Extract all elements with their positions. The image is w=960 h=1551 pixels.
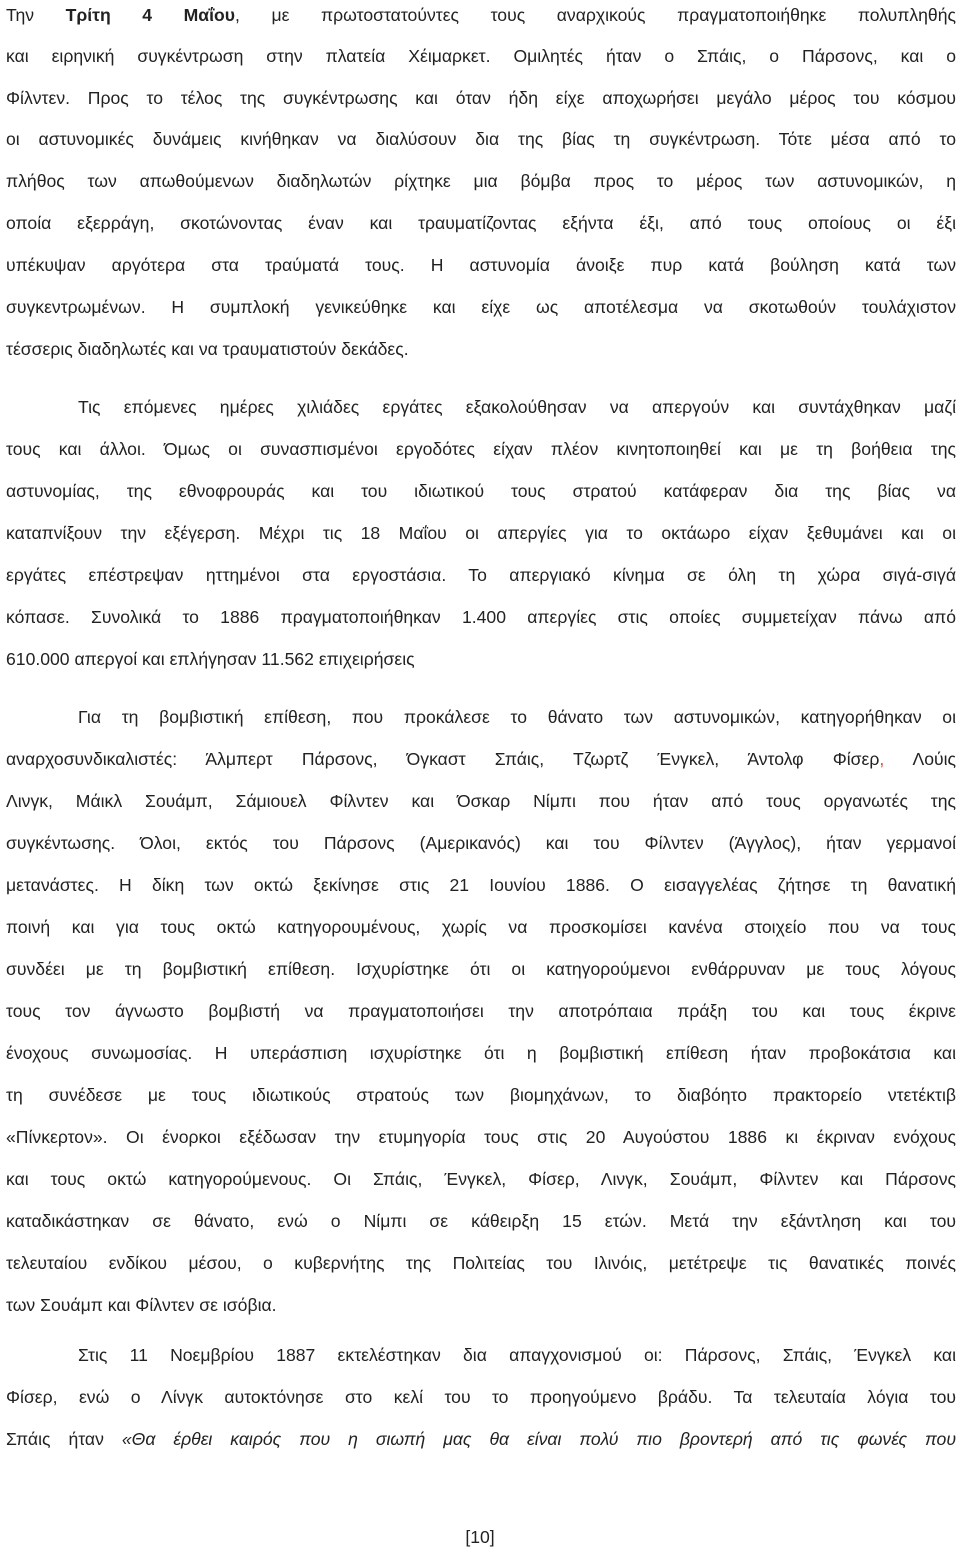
text-line: Στις 11 Νοεμβρίου 1887 εκτελέστηκαν δια απαγχονισμού οι: Πάρσονς, Σπάις, Ένγκελ και	[78, 1345, 956, 1365]
text-line: καταπνίξουν την εξέγερση. Μέχρι τις 18 Μαΐου οι απεργίες για το οκτάωρο είχαν ξεθυμάνει και οι	[6, 523, 956, 543]
text-line: 610.000 απεργοί και επλήγησαν 11.562 επιχειρήσεις	[6, 649, 415, 669]
text-line: πλήθος των απωθούμενων διαδηλωτών ρίχτηκε μια βόμβα προς το μέρος των αστυνομικών, η	[6, 171, 956, 191]
text-line: εργάτες επέστρεψαν ηττημένοι στα εργοστάσια. Το απεργιακό κίνημα σε όλη τη χώρα σιγά-σιγά	[6, 565, 956, 585]
bold-date: Τρίτη 4 Μαΐου	[65, 5, 235, 25]
text-line: Λινγκ, Μάικλ Σουάμπ, Σάμιουελ Φίλντεν και Όσκαρ Νίμπι που ήταν από τους οργανωτές της	[6, 791, 956, 811]
text-line: κόπασε. Συνολικά το 1886 πραγματοποιήθηκαν 1.400 απεργίες στις οποίες συμμετείχαν πάνω από	[6, 607, 956, 627]
text-line: και τους οκτώ κατηγορούμενους. Οι Σπάις, Ένγκελ, Φίσερ, Λινγκ, Σουάμπ, Φίλντεν και Πάρσονς	[6, 1169, 956, 1189]
text-line: καταδικάστηκαν σε θάνατο, ενώ ο Νίμπι σε κάθειρξη 15 ετών. Μετά την εξάντληση και του	[6, 1211, 956, 1231]
text-line: τη συνέδεσε με τους ιδιωτικούς στρατούς των βιομηχάνων, το διαβόητο πρακτορείο ντετέκτιβ	[6, 1085, 956, 1105]
text-run: , με πρωτοστατούντες τους αναρχικούς πραγματοποιήθηκε πολυπληθής	[235, 5, 956, 25]
text-line: ποινή και για τους οκτώ κατηγορουμένους, χωρίς να προσκομίσει κανένα στοιχείο που να τους	[6, 917, 956, 937]
text-line: και ειρηνική συγκέντρωση στην πλατεία Χέιμαρκετ. Ομιλητές ήταν ο Σπάις, ο Πάρσονς, και ο	[6, 46, 956, 66]
text-run: Σπάις ήταν	[6, 1429, 122, 1449]
text-run: αναρχοσυνδικαλιστές: Άλμπερτ Πάρσονς, Όγκαστ Σπάις, Τζωρτζ Ένγκελ, Άντολφ Φίσερ	[6, 749, 880, 769]
red-comma: ,	[879, 749, 885, 769]
text-line: συγκέντωσης. Όλοι, εκτός του Πάρσονς (Αμερικανός) και του Φίλντεν (Άγγλος), ήταν γερμανοί	[6, 833, 956, 853]
text-line: τους τον άγνωστο βομβιστή να πραγματοποιήσει την αποτρόπαια πράξη του και τους έκρινε	[6, 1001, 956, 1021]
text-line: συνδέει με τη βομβιστική επίθεση. Ισχυρίστηκε ότι οι κατηγορούμενοι ενθάρρυναν με τους λόγους	[6, 959, 956, 979]
text-line	[6, 4, 956, 26]
text-line: αστυνομίας, της εθνοφρουράς και του ιδιωτικού τους στρατού κατάφεραν δια της βίας να	[6, 481, 956, 501]
text-run: Λούις	[884, 749, 957, 769]
text-line: συγκεντρωμένων. Η συμπλοκή γενικεύθηκε και είχε ως αποτέλεσμα να σκοτωθούν τουλάχιστον	[6, 297, 956, 317]
text-line: «Πίνκερτον». Οι ένορκοι εξέδωσαν την ετυμηγορία τους στις 20 Αυγούστου 1886 κι έκριναν ενόχους	[6, 1127, 956, 1147]
text-line	[6, 1428, 956, 1450]
text-line	[6, 748, 956, 770]
text-line: Τις επόμενες ημέρες χιλιάδες εργάτες εξακολούθησαν να απεργούν και συντάχθηκαν μαζί	[78, 397, 956, 417]
text-line: Φίλντεν. Προς το τέλος της συγκέντρωσης και όταν ήδη είχε αποχωρήσει μεγάλο μέρος του κόσμου	[6, 88, 956, 108]
text-line: τελευταίου ενδίκου μέσου, ο κυβερνήτης της Πολιτείας του Ιλινόις, μετέτρεψε τις θανατικές ποινές	[6, 1253, 956, 1273]
text-line: μετανάστες. Η δίκη των οκτώ ξεκίνησε στις 21 Ιουνίου 1886. Ο εισαγγελέας ζήτησε τη θανατική	[6, 875, 956, 895]
text-line: Για τη βομβιστική επίθεση, που προκάλεσε το θάνατο των αστυνομικών, κατηγορήθηκαν οι	[78, 707, 956, 727]
text-line: Φίσερ, ενώ ο Λίνγκ αυτοκτόνησε στο κελί του το προηγούμενο βράδυ. Τα τελευταία λόγια του	[6, 1387, 956, 1407]
text-line: υπέκυψαν αργότερα στα τραύματά τους. Η αστυνομία άνοιξε πυρ κατά βούληση κατά των	[6, 255, 956, 275]
text-line: τους και άλλοι. Όμως οι συνασπισμένοι εργοδότες είχαν πλέον κινητοποιηθεί και με τη βοήθεια της	[6, 439, 956, 459]
text-line: τέσσερις διαδηλωτές και να τραυματιστούν δεκάδες.	[6, 339, 409, 359]
italic-quote: «Θα έρθει καιρός που η σιωπή μας θα είναι πολύ πιο βροντερή από τις φωνές που	[121, 1429, 956, 1449]
text-run: Την	[6, 5, 66, 25]
text-line: οποία εξερράγη, σκοτώνοντας έναν και τραυματίζοντας εξήντα έξι, από τους οποίους οι έξι	[6, 213, 956, 233]
page-number: [10]	[465, 1527, 495, 1547]
text-line: των Σουάμπ και Φίλντεν σε ισόβια.	[6, 1295, 277, 1315]
text-line: ένοχους συνωμοσίας. Η υπεράσπιση ισχυρίστηκε ότι η βομβιστική επίθεση ήταν προβοκάτσια και	[6, 1043, 956, 1063]
text-line: οι αστυνομικές δυνάμεις κινήθηκαν να διαλύσουν δια της βίας τη συγκέντρωση. Τότε μέσα από το	[6, 129, 956, 149]
